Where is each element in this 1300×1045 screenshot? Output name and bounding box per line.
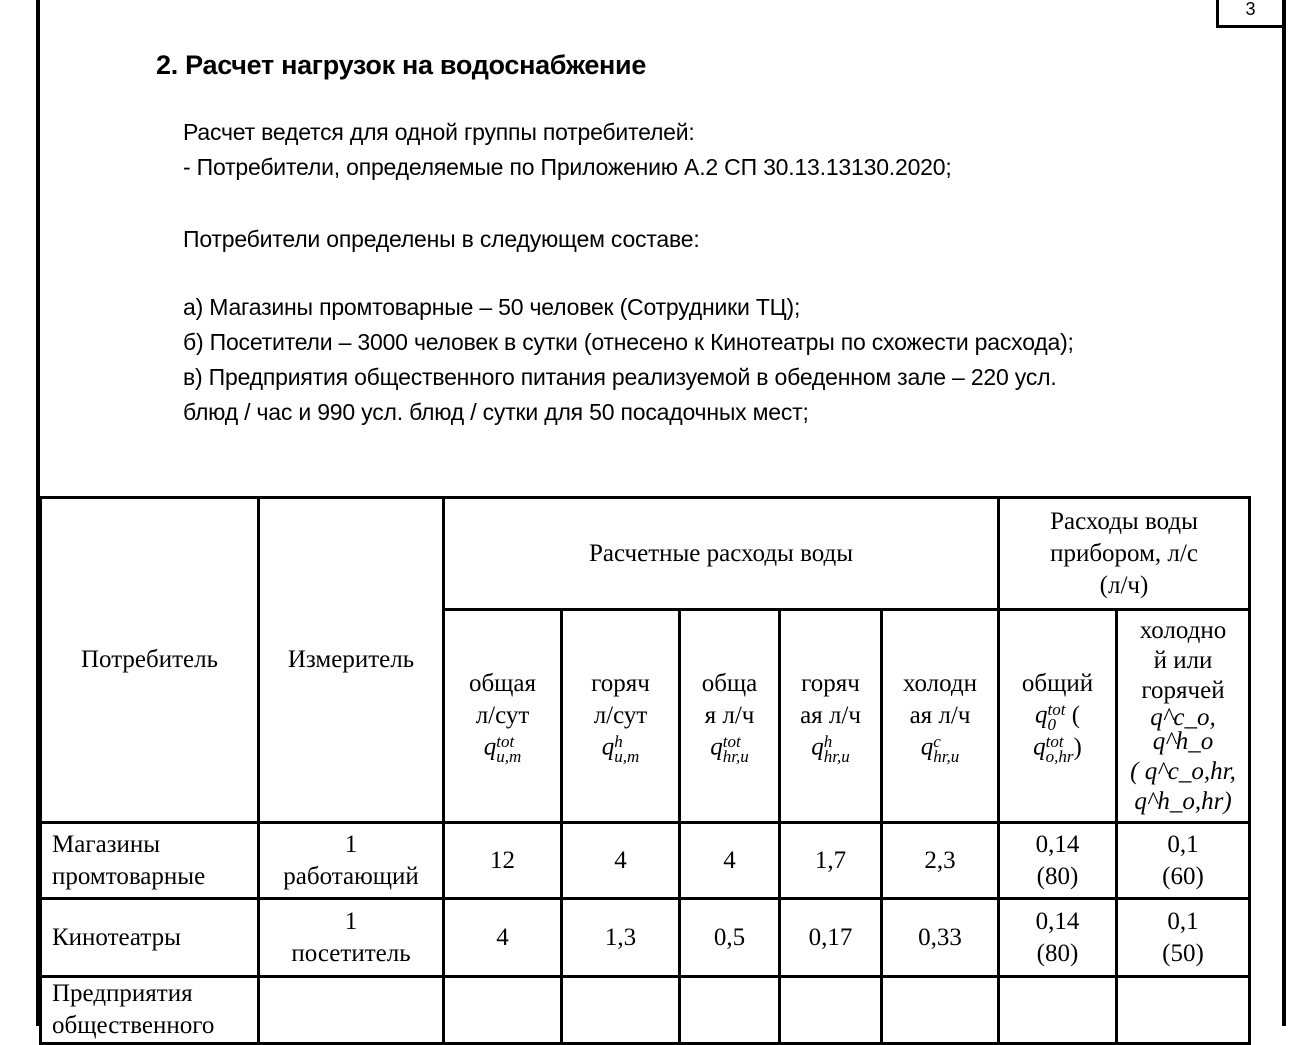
header-consumer: Потребитель	[41, 498, 259, 823]
formula-q-h-um: q h u,m	[601, 732, 640, 767]
formula-q-c-hru: q c hr,u	[920, 732, 960, 767]
header-col-total-day: общая л/сут q tot u,m	[444, 610, 562, 823]
header-col-hot-day: горяч л/сут q h u,m	[562, 610, 680, 823]
header-device-group: Расходы воды прибором, л/с (л/ч)	[999, 498, 1250, 610]
table-row: Кинотеатры 1 посетитель 4 1,3 0,5 0,17 0,33 0,14 (80) 0,1 (50)	[41, 899, 1250, 977]
header-calc-group: Расчетные расходы воды	[444, 498, 999, 610]
header-col-hot-hour: горяч ая л/ч q h hr,u	[780, 610, 882, 823]
paragraph-intro: Расчет ведется для одной группы потребителей:	[183, 119, 695, 145]
table-row: Предприятия общественного	[41, 977, 1250, 1044]
list-item-c-cont: блюд / час и 990 усл. блюд / сутки для 50 посадочных мест;	[183, 399, 809, 425]
list-item-c: в) Предприятия общественного питания реализуемой в обеденном зале – 220 усл.	[183, 364, 1057, 390]
header-meter: Измеритель	[259, 498, 444, 823]
page-number: 3	[1216, 0, 1282, 28]
header-col-cold-hour: холодн ая л/ч q c hr,u	[882, 610, 999, 823]
header-device-cold-hot: холодно й или горячей q^c_o, q^h_o ( q^c_o,hr, q^h_o,hr)	[1117, 610, 1250, 823]
page-frame-right	[1282, 0, 1286, 1026]
formula-q-tot-um: q tot u,m	[483, 732, 522, 767]
list-item-a: а) Магазины промтоварные – 50 человек (Сотрудники ТЦ);	[183, 294, 801, 320]
formula-q-h-hru: q h hr,u	[811, 732, 850, 767]
header-device-total: общий q tot 0 ( q tot o,hr )	[999, 610, 1117, 823]
section-heading: 2. Расчет нагрузок на водоснабжение	[156, 50, 647, 80]
table-row: Магазины промтоварные 1 работающий 12 4 4 1,7 2,3 0,14 (80) 0,1 (60)	[41, 823, 1250, 899]
paragraph-composition: Потребители определены в следующем составе:	[183, 226, 700, 252]
header-col-total-hour: обща я л/ч q tot hr,u	[680, 610, 780, 823]
formula-q-tot-hru: q tot hr,u	[710, 732, 749, 767]
list-item-b: б) Посетители – 3000 человек в сутки (отнесено к Кинотеатры по схожести расхода);	[183, 329, 1074, 355]
water-loads-table	[39, 496, 1251, 1045]
paragraph-consumers-ref: - Потребители, определяемые по Приложению А.2 СП 30.13.13130.2020;	[183, 154, 952, 180]
